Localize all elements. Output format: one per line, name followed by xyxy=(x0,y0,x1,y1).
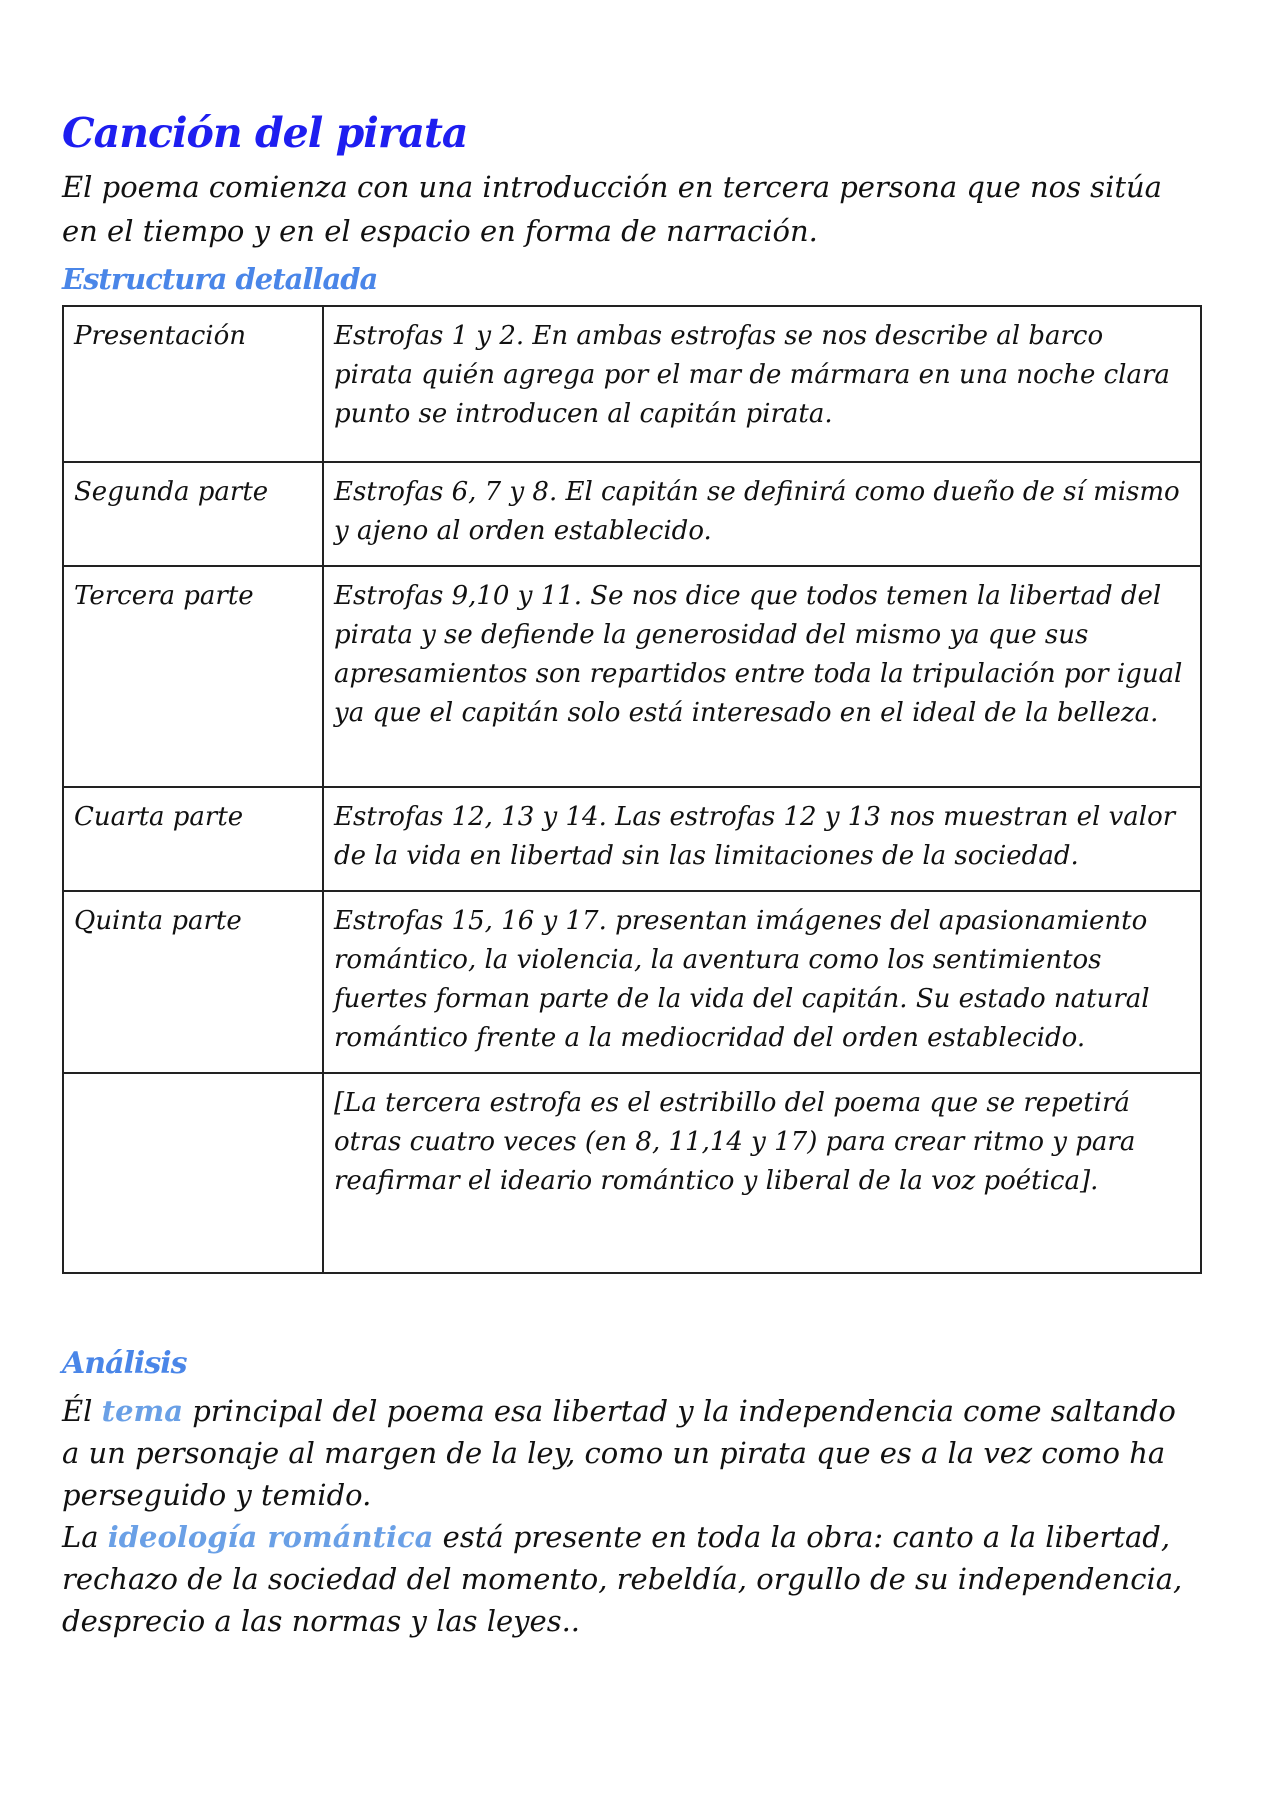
structure-heading: Estructura detallada xyxy=(62,262,378,296)
row-label xyxy=(63,1073,323,1273)
paragraph-text: Él xyxy=(62,1394,102,1428)
highlight-term: tema xyxy=(101,1394,183,1428)
document-title: Canción del pirata xyxy=(62,109,468,157)
paragraph-text: está presente en toda la obra: canto a la libertad, rechazo de la sociedad del momento, rebeldía, orgullo de su independencia, desprecio a las normas y las leyes.. xyxy=(62,1520,1183,1638)
paragraph-text: principal del poema esa libertad y la independencia come saltando a un personaje al margen de la ley, como un pirata que es a la vez como ha perseguido y temido. xyxy=(62,1394,1176,1512)
table-row xyxy=(63,891,1201,1073)
table-row xyxy=(63,787,1201,891)
analysis-heading: Análisis xyxy=(62,1346,187,1381)
table-row xyxy=(63,1073,1201,1273)
row-label: Tercera parte xyxy=(63,566,323,787)
paragraph-text: La xyxy=(62,1520,108,1554)
analysis-paragraph-theme xyxy=(62,1390,1202,1516)
row-description: Estrofas 6, 7 y 8. El capitán se definirá como dueño de sí mismo y ajeno al orden establecido. xyxy=(323,462,1201,566)
row-label: Segunda parte xyxy=(63,462,323,566)
table-row xyxy=(63,566,1201,787)
highlight-term: ideología romántica xyxy=(107,1520,434,1554)
row-label: Cuarta parte xyxy=(63,787,323,891)
intro-paragraph: El poema comienza con una introducción en tercera persona que nos sitúa en el tiempo y en el espacio en forma de narración. xyxy=(62,170,1162,248)
table-row xyxy=(63,306,1201,462)
structure-table xyxy=(62,305,1202,1274)
row-description: [La tercera estrofa es el estribillo del poema que se repetirá otras cuatro veces (en 8, 11,14 y 17) para crear ritmo y para reafirmar el ideario romántico y liberal de la voz poética]. xyxy=(323,1073,1201,1273)
row-description: Estrofas 9,10 y 11. Se nos dice que todos temen la libertad del pirata y se defiende la generosidad del mismo ya que sus apresamientos son repartidos entre toda la tripulación por igual ya que el capitán solo está interesado en el ideal de la belleza. xyxy=(323,566,1201,787)
row-description: Estrofas 1 y 2. En ambas estrofas se nos describe al barco pirata quién agrega por el mar de mármara en una noche clara punto se introducen al capitán pirata. xyxy=(323,306,1201,462)
row-label: Presentación xyxy=(63,306,323,462)
row-label: Quinta parte xyxy=(63,891,323,1073)
table-row xyxy=(63,462,1201,566)
row-description: Estrofas 12, 13 y 14. Las estrofas 12 y 13 nos muestran el valor de la vida en libertad sin las limitaciones de la sociedad. xyxy=(323,787,1201,891)
analysis-paragraph-ideology xyxy=(62,1516,1202,1642)
row-description: Estrofas 15, 16 y 17. presentan imágenes del apasionamiento romántico, la violencia, la aventura como los sentimientos fuertes forman parte de la vida del capitán. Su estado natural romántico frente a la mediocridad del orden establecido. xyxy=(323,891,1201,1073)
document-page xyxy=(62,105,1202,1642)
